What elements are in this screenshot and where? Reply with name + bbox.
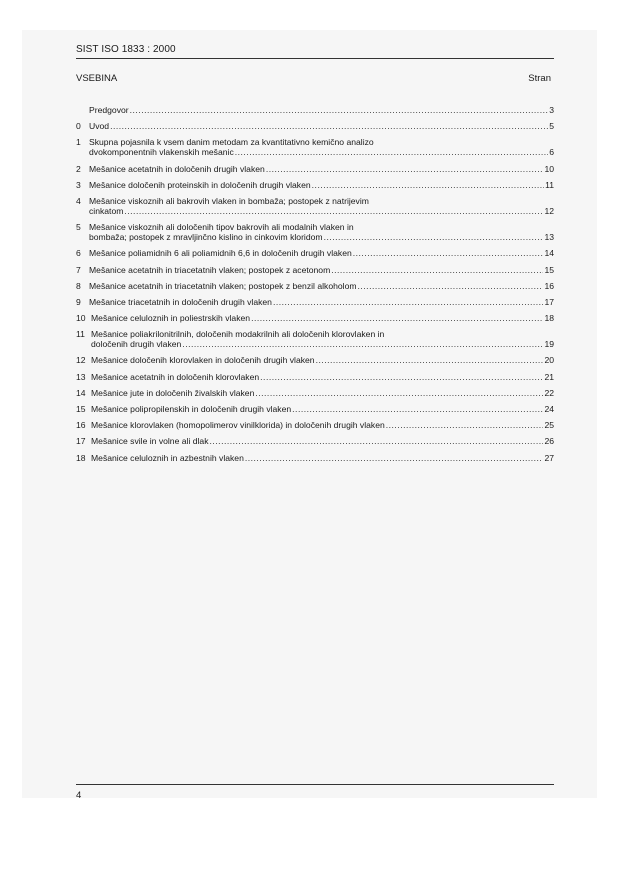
toc-entry-title: določenih drugih vlaken xyxy=(91,339,182,350)
toc-dot-leader xyxy=(312,180,544,190)
toc-entry-title: Mešanice polipropilenskih in določenih drugih vlaken xyxy=(91,404,292,414)
toc-entry-page: 11 xyxy=(545,179,554,190)
toc-entry-page: 27 xyxy=(544,452,554,463)
toc-dot-leader xyxy=(292,404,543,414)
footer-rule xyxy=(76,784,554,785)
toc-entry-page: 21 xyxy=(544,371,554,382)
toc-dot-leader xyxy=(245,453,544,463)
toc-entry[interactable] xyxy=(76,265,554,275)
toc-entry[interactable] xyxy=(76,313,554,323)
toc-entry[interactable] xyxy=(76,453,554,463)
page-number: 4 xyxy=(76,790,82,801)
toc-entry-number: 9 xyxy=(76,296,81,307)
toc-entry-title: cinkatom xyxy=(89,205,124,216)
toc-dot-leader xyxy=(358,281,544,291)
toc-entry-title: Predgovor xyxy=(89,105,129,115)
page-column-label: Stran xyxy=(528,73,551,84)
toc-dot-leader xyxy=(266,164,544,174)
toc-entry-number: 1 xyxy=(76,137,81,148)
toc-entry-page: 19 xyxy=(544,339,554,350)
toc-entry[interactable] xyxy=(76,420,554,430)
toc-entry-number: 4 xyxy=(76,195,81,206)
toc-entry[interactable] xyxy=(76,404,554,414)
toc-entry[interactable] xyxy=(76,329,554,349)
toc-entry-title: Mešanice poliakrilonitrilnih, določenih modakrilnih ali določenih klorovlaken in xyxy=(91,329,385,340)
toc-entry-title: Mešanice viskoznih ali določenih tipov bakrovih ali modalnih vlaken in xyxy=(89,222,354,233)
toc-entry-page: 13 xyxy=(544,232,554,243)
toc-entry-number: 0 xyxy=(76,121,81,132)
toc-entry[interactable] xyxy=(76,248,554,258)
toc-entry[interactable] xyxy=(76,105,554,115)
toc-entry-number: 18 xyxy=(76,452,86,463)
toc-entry-number: 2 xyxy=(76,163,81,174)
toc-entry-number: 10 xyxy=(76,313,86,324)
toc-entry-title: Mešanice acetatnih in določenih drugih vlaken xyxy=(89,163,265,174)
toc-entry-page: 15 xyxy=(544,264,554,275)
toc-dot-leader xyxy=(331,265,543,275)
toc-entry-page: 14 xyxy=(544,248,554,259)
toc-entry-page: 25 xyxy=(544,420,554,431)
toc-entry[interactable] xyxy=(76,436,554,446)
toc-entry-title: Mešanice celuloznih in azbestnih vlaken xyxy=(91,452,244,463)
toc-dot-leader xyxy=(386,420,544,430)
toc-entry-page: 18 xyxy=(544,313,554,324)
toc-dot-leader xyxy=(316,355,544,365)
toc-entry-number xyxy=(76,105,89,115)
toc-entry-number: 5 xyxy=(76,222,81,233)
toc-entry[interactable] xyxy=(76,372,554,382)
toc-entry[interactable] xyxy=(76,164,554,174)
toc-entry-number: 16 xyxy=(76,420,86,431)
toc-entry[interactable] xyxy=(76,281,554,291)
toc-entry-title: Mešanice celuloznih in poliestrskih vlaken xyxy=(91,313,251,324)
toc-dot-leader xyxy=(182,339,543,349)
toc-entry-title: Mešanice acetatnih in triacetatnih vlaken; postopek z acetonom xyxy=(89,264,331,275)
document-id: SIST ISO 1833 : 2000 xyxy=(76,44,176,55)
toc-entry-page: 5 xyxy=(549,121,554,132)
toc-entry-title: Mešanice jute in določenih živalskih vlaken xyxy=(91,387,255,398)
toc-entry[interactable] xyxy=(76,222,554,242)
toc-entry-number: 11 xyxy=(76,329,85,340)
toc-entry[interactable] xyxy=(76,355,554,365)
table-of-contents xyxy=(76,105,554,469)
toc-entry-title: Mešanice svile in volne ali dlak xyxy=(91,436,209,447)
toc-dot-leader xyxy=(130,105,549,115)
toc-entry-page: 24 xyxy=(544,404,554,414)
toc-dot-leader xyxy=(324,232,544,242)
toc-entry-title: Skupna pojasnila k vsem danim metodam za kvantitativno kemično analizo xyxy=(89,137,374,148)
toc-entry-title: bombaža; postopek z mravljinčno kislino in cinkovim kloridom xyxy=(89,232,323,243)
toc-entry-page: 20 xyxy=(544,355,554,366)
toc-entry-title: Mešanice acetatnih in triacetatnih vlaken; postopek z benzil alkoholom xyxy=(89,280,357,291)
toc-entry-title: Mešanice viskoznih ali bakrovih vlaken in bombaža; postopek z natrijevim xyxy=(89,195,369,206)
toc-entry-title: dvokomponentnih vlakenskih mešanic xyxy=(89,147,234,158)
toc-dot-leader xyxy=(235,147,548,157)
toc-entry-number: 15 xyxy=(76,404,86,414)
toc-entry-page: 12 xyxy=(544,205,554,216)
toc-entry-page: 16 xyxy=(544,280,554,291)
section-title: VSEBINA xyxy=(76,73,118,84)
toc-entry-title: Mešanice določenih proteinskih in določenih drugih vlaken xyxy=(89,179,311,190)
toc-entry-number: 13 xyxy=(76,371,86,382)
toc-entry-title: Mešanice klorovlaken (homopolimerov vinilklorida) in določenih drugih vlaken xyxy=(91,420,385,431)
toc-entry-title: Mešanice poliamidnih 6 ali poliamidnih 6,6 in določenih drugih vlaken xyxy=(89,248,352,259)
toc-entry-number: 7 xyxy=(76,264,81,275)
toc-entry-title: Mešanice triacetatnih in določenih drugih vlaken xyxy=(89,296,272,307)
toc-entry-number: 3 xyxy=(76,179,81,190)
toc-entry-page: 26 xyxy=(544,436,554,447)
toc-entry[interactable] xyxy=(76,137,554,157)
toc-entry-title: Uvod xyxy=(89,121,110,132)
toc-entry-page: 6 xyxy=(549,147,554,158)
toc-entry-number: 8 xyxy=(76,280,81,291)
toc-entry-number: 6 xyxy=(76,248,81,259)
toc-entry[interactable] xyxy=(76,180,554,190)
toc-dot-leader xyxy=(110,121,548,131)
toc-dot-leader xyxy=(251,313,543,323)
toc-entry[interactable] xyxy=(76,196,554,216)
toc-entry[interactable] xyxy=(76,297,554,307)
toc-entry-page: 22 xyxy=(544,387,554,398)
toc-entry-page: 17 xyxy=(544,296,554,307)
toc-entry-page: 3 xyxy=(549,105,554,115)
toc-entry[interactable] xyxy=(76,121,554,131)
toc-entry-page: 10 xyxy=(544,163,554,174)
toc-dot-leader xyxy=(273,297,543,307)
toc-dot-leader xyxy=(353,248,544,258)
toc-entry-title: Mešanice določenih klorovlaken in določenih drugih vlaken xyxy=(91,355,315,366)
toc-entry-number: 12 xyxy=(76,355,86,366)
toc-dot-leader xyxy=(260,372,543,382)
toc-entry-title: Mešanice acetatnih in določenih klorovlaken xyxy=(91,371,260,382)
toc-entry[interactable] xyxy=(76,388,554,398)
header-rule xyxy=(76,58,554,59)
toc-dot-leader xyxy=(124,206,543,216)
toc-dot-leader xyxy=(255,388,543,398)
toc-entry-number: 17 xyxy=(76,436,86,447)
toc-dot-leader xyxy=(210,436,544,446)
toc-entry-number: 14 xyxy=(76,387,86,398)
